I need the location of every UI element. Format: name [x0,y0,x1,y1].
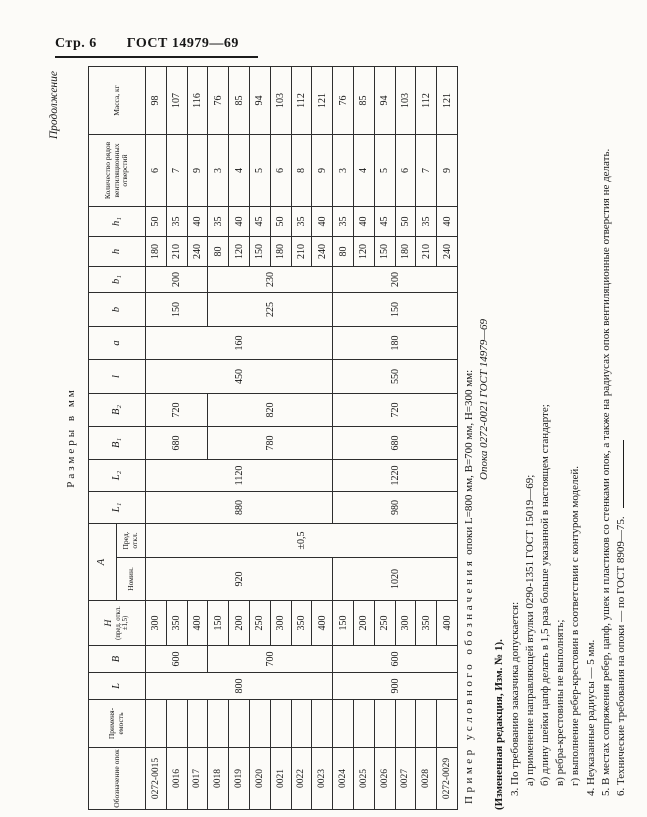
designation-cell: 0272-0029 [437,748,458,810]
H-cell: 350 [166,601,187,646]
h1-cell: 35 [208,206,229,236]
designation-cell: 0025 [353,748,374,810]
L1-cell: 880 [146,491,333,523]
page-number: Стр. 6 [55,36,97,51]
H-cell: 300 [395,601,416,646]
col-header-l: l [89,359,146,393]
h-cell: 80 [208,236,229,266]
h-cell: 150 [249,236,270,266]
b1-cell: 200 [146,266,208,292]
continuation-label: Продолжение [48,71,60,140]
applicability-cell [166,700,187,748]
col-header-h1: h₁ [89,206,146,236]
A-nominal-cell: 1020 [333,558,458,601]
L-cell: 900 [333,673,458,700]
B2-cell: 720 [146,393,208,426]
col-header-vent-rows: Количество рядов вентиляционных отверстий [89,134,146,206]
standard-number: ГОСТ 14979—69 [126,36,239,51]
col-header-L1: L₁ [89,491,146,523]
col-header-applicability: Применя- емость [89,700,146,748]
col-header-H [89,601,146,646]
col-header-A: А [89,523,117,600]
mass-cell: 121 [312,66,333,134]
notes-block [462,98,629,810]
H-cell: 350 [416,601,437,646]
applicability-cell [249,700,270,748]
note-line [614,98,629,810]
col-header-A-nominal: Номин. [117,558,146,601]
h1-cell: 35 [166,206,187,236]
designation-cell: 0024 [333,748,354,810]
h-cell: 120 [229,236,250,266]
col-header-mass: Масса, кг [89,66,146,134]
h1-cell: 50 [395,206,416,236]
L-cell: 800 [146,673,333,700]
h-cell: 240 [187,236,208,266]
designation-cell: 0272-0015 [146,748,167,810]
mass-cell: 121 [437,66,458,134]
col-header-B1: B₁ [89,426,146,459]
applicability-cell [437,700,458,748]
dimensions-table [88,66,458,810]
l-cell: 450 [146,359,333,393]
H-cell: 150 [208,601,229,646]
applicability-cell [208,700,229,748]
vents-cell: 3 [208,134,229,206]
col-header-b1: b₁ [89,266,146,292]
L2-cell: 1220 [333,459,458,491]
designation-cell: 0021 [270,748,291,810]
applicability-cell [187,700,208,748]
designation-cell: 0016 [166,748,187,810]
vents-cell: 3 [333,134,354,206]
mass-cell: 107 [166,66,187,134]
b-cell: 150 [333,292,458,326]
h1-cell: 35 [416,206,437,236]
units-label: Размеры в мм [65,387,77,488]
A-nominal-cell: 920 [146,558,333,601]
h-cell: 80 [333,236,354,266]
B1-cell: 680 [333,426,458,459]
B-cell: 600 [333,646,458,673]
L2-cell: 1120 [146,459,333,491]
applicability-cell [146,700,167,748]
H-cell: 250 [249,601,270,646]
example-line [462,98,477,810]
mass-cell: 98 [146,66,167,134]
B2-cell: 720 [333,393,458,426]
h-cell: 210 [416,236,437,266]
mass-cell: 94 [249,66,270,134]
h1-cell: 35 [333,206,354,236]
col-header-B: B [89,646,146,673]
vents-cell: 6 [270,134,291,206]
mass-cell: 76 [333,66,354,134]
col-header-b: b [89,292,146,326]
vents-cell: 8 [291,134,312,206]
B2-cell: 820 [208,393,333,426]
vents-cell: 9 [437,134,458,206]
h-cell: 180 [270,236,291,266]
vents-cell: 9 [312,134,333,206]
col-header-a: a [89,326,146,359]
note-line: б) длину шейки цапф делать в 1,5 раза больше указанной в настоящем стандарте; [539,404,552,786]
end-rule [614,440,624,508]
vents-cell: 4 [353,134,374,206]
applicability-cell [353,700,374,748]
applicability-cell [312,700,333,748]
page-header [55,36,258,58]
applicability-cell [229,700,250,748]
h1-cell: 40 [312,206,333,236]
A-deviation-cell: ±0,5 [146,523,458,557]
designation-cell: 0018 [208,748,229,810]
designation-cell: 0028 [416,748,437,810]
col-header-L: L [89,673,146,700]
designation-cell: 0020 [249,748,270,810]
mass-cell: 85 [353,66,374,134]
h-cell: 210 [166,236,187,266]
h1-cell: 40 [187,206,208,236]
h1-cell: 45 [249,206,270,236]
vents-cell: 5 [249,134,270,206]
note-line: а) применение направляющей втулки 0290-1351 ГОСТ 15019—69; [523,474,536,786]
table-row [333,66,354,809]
H-cell: 150 [333,601,354,646]
col-header-L2: L₂ [89,459,146,491]
h1-cell: 50 [146,206,167,236]
h1-cell: 40 [229,206,250,236]
H-cell: 300 [270,601,291,646]
note-line: г) выполнение ребер-крестовин в соответствии с контуром моделей. [569,465,582,786]
H-cell: 400 [437,601,458,646]
designation-cell: 0027 [395,748,416,810]
col-header-H-tolerance: (пред. откл. ±1,5) [114,606,130,640]
mass-cell: 112 [416,66,437,134]
note-line: 3. По требованию заказчика допускается: [508,601,521,796]
h1-cell: 50 [270,206,291,236]
applicability-cell [395,700,416,748]
designation-cell: 0023 [312,748,333,810]
b1-cell: 230 [208,266,333,292]
note-line-text: 6. Технические требования на опоки — по ГОСТ 8909—75. [615,516,628,796]
H-cell: 250 [374,601,395,646]
applicability-cell [416,700,437,748]
L1-cell: 980 [333,491,458,523]
note-line: 5. В местах сопряжения ребер, цапф, ушек и пластиков со стенками опок, а также на радиусах опок вентиляционные отверстия не делать. [599,148,612,796]
h-cell: 210 [291,236,312,266]
mass-cell: 116 [187,66,208,134]
mass-cell: 103 [270,66,291,134]
B1-cell: 680 [146,426,208,459]
H-cell: 400 [187,601,208,646]
col-header-designation: Обозначение опок [89,748,146,810]
rotated-content [50,63,645,812]
a-cell: 160 [146,326,333,359]
b-cell: 150 [146,292,208,326]
mass-cell: 85 [229,66,250,134]
example-designation: Опока 0272-0021 ГОСТ 14979—69 [478,318,491,480]
vents-cell: 7 [166,134,187,206]
B-cell: 700 [208,646,333,673]
designation-cell: 0022 [291,748,312,810]
applicability-cell [291,700,312,748]
vents-cell: 6 [146,134,167,206]
H-cell: 400 [312,601,333,646]
table-row [146,66,167,809]
h-cell: 180 [146,236,167,266]
h1-cell: 40 [437,206,458,236]
mass-cell: 103 [395,66,416,134]
b-cell: 225 [208,292,333,326]
designation-cell: 0017 [187,748,208,810]
vents-cell: 9 [187,134,208,206]
B1-cell: 780 [208,426,333,459]
col-header-h: h [89,236,146,266]
h-cell: 180 [395,236,416,266]
designation-cell: 0019 [229,748,250,810]
col-header-A-deviation: Пред. откл. [117,523,146,557]
h-cell: 120 [353,236,374,266]
H-cell: 350 [291,601,312,646]
vents-cell: 7 [416,134,437,206]
col-header-H-symbol: Н [104,619,115,627]
note-line: в) ребра-крестовины не выполнять; [554,619,567,786]
mass-cell: 94 [374,66,395,134]
designation-cell: 0026 [374,748,395,810]
h1-cell: 35 [291,206,312,236]
h-cell: 240 [437,236,458,266]
example-spaced-text: Пример условного обозначения [463,557,475,804]
applicability-cell [333,700,354,748]
a-cell: 180 [333,326,458,359]
b1-cell: 200 [333,266,458,292]
h1-cell: 40 [353,206,374,236]
col-header-B2: B₂ [89,393,146,426]
h-cell: 240 [312,236,333,266]
mass-cell: 76 [208,66,229,134]
h-cell: 150 [374,236,395,266]
vents-cell: 6 [395,134,416,206]
applicability-cell [374,700,395,748]
note-line: 4. Неуказанные радиусы — 5 мм. [584,639,597,796]
amendment-line: (Измененная редакция, Изм. № 1). [493,639,506,810]
applicability-cell [270,700,291,748]
example-rest-text: опоки L=800 мм, В=700 мм, Н=300 мм: [463,369,475,555]
mass-cell: 112 [291,66,312,134]
B-cell: 600 [146,646,208,673]
vents-cell: 4 [229,134,250,206]
vents-cell: 5 [374,134,395,206]
l-cell: 550 [333,359,458,393]
h1-cell: 45 [374,206,395,236]
H-cell: 200 [353,601,374,646]
H-cell: 300 [146,601,167,646]
H-cell: 200 [229,601,250,646]
